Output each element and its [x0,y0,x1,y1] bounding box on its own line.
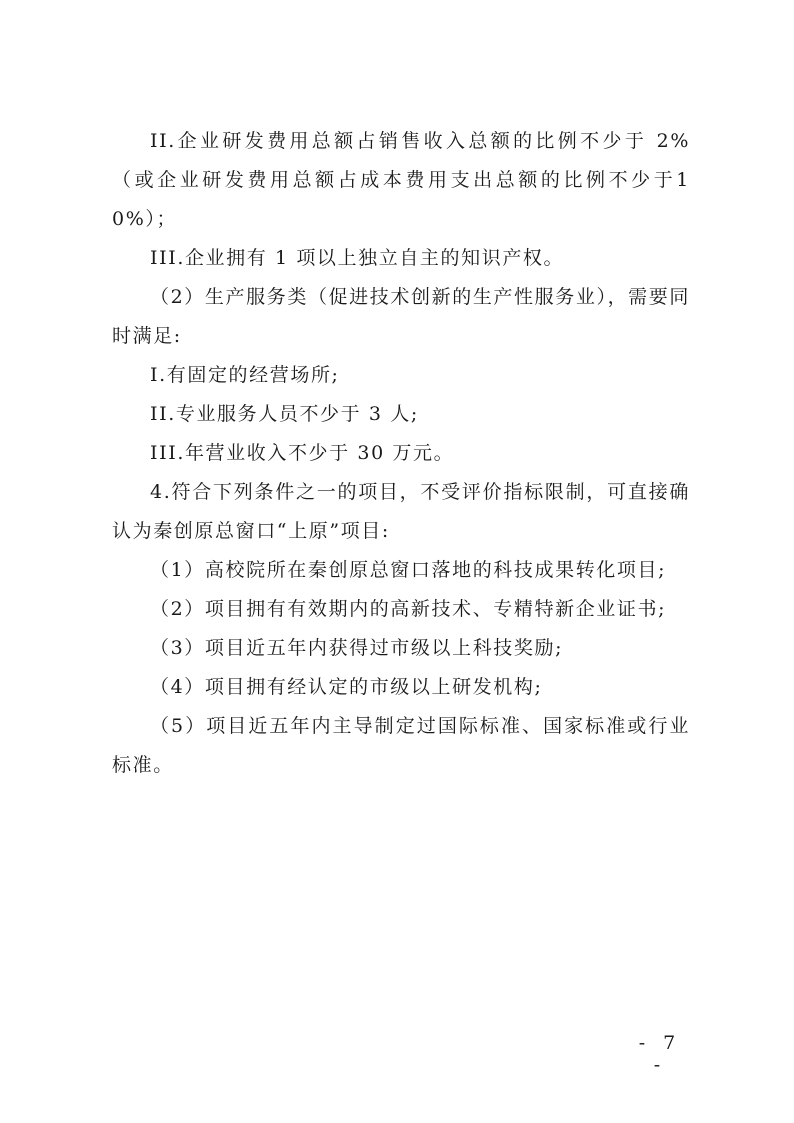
list-item-university-transfer: （1）高校院所在秦创原总窗口落地的科技成果转化项目; [150,559,667,581]
page-number: - 7 - [638,1032,682,1076]
paragraph-fixed-premises: I.有固定的经营场所; [150,364,340,386]
list-item-science-award: （3）项目近五年内获得过市级以上科技奖励; [150,637,564,659]
paragraph-rd-ratio: II.企业研发费用总额占销售收入总额的比例不少于 2%（或企业研发费用总额占成本费用支出总额的比例不少于10%）； [112,130,690,230]
list-item-standards: （5）项目近五年内主导制定过国际标准、国家标准或行业标准。 [112,715,690,776]
list-item-hightech-certificate: （2）项目拥有有效期内的高新技术、专精特新企业证书; [150,598,667,620]
document-body [112,122,690,785]
paragraph-annual-revenue: III.年营业收入不少于 30 万元。 [150,442,455,464]
list-item-rd-institution: （4）项目拥有经认定的市级以上研发机构; [150,676,543,698]
paragraph-production-services: （2）生产服务类（促进技术创新的生产性服务业），需要同时满足: [112,286,690,347]
paragraph-direct-qualification: 4.符合下列条件之一的项目，不受评价指标限制，可直接确认为秦创原总窗口“上原”项目: [112,481,690,542]
paragraph-staff-count: II.专业服务人员不少于 3 人; [150,403,419,425]
paragraph-ip-requirement: III.企业拥有 1 项以上独立自主的知识产权。 [150,247,565,269]
